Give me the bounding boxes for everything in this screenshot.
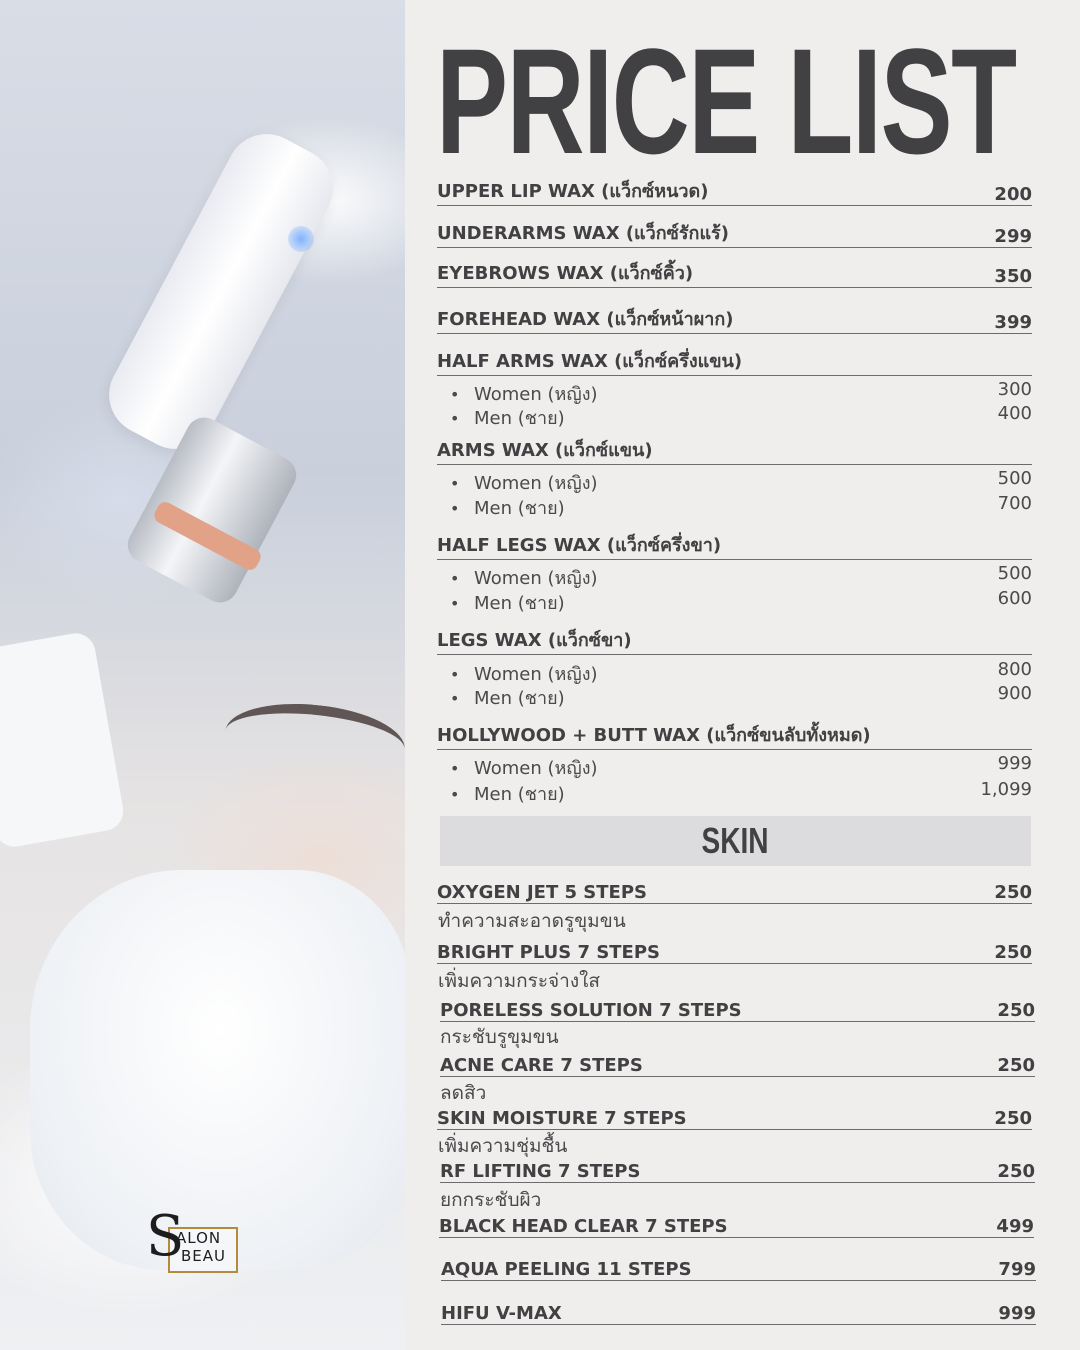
- list-item: [450, 493, 1032, 522]
- option-price: 900: [997, 683, 1032, 704]
- group-header: [437, 526, 1032, 560]
- price-row: [437, 254, 1032, 288]
- service-price: 499: [996, 1216, 1034, 1237]
- option-label: • Men (ชาย): [450, 588, 565, 617]
- option-price: 999: [997, 753, 1032, 774]
- price-row: [437, 1101, 1032, 1130]
- page-title: PRICE LIST: [436, 17, 1016, 185]
- option-price: 500: [997, 563, 1032, 584]
- skin-section-banner: [440, 816, 1031, 866]
- option-label: • Men (ชาย): [450, 683, 565, 712]
- service-name: RF LIFTING 7 STEPS: [440, 1161, 641, 1182]
- logo-text-line1: ALON: [176, 1229, 222, 1247]
- service-price: 250: [994, 882, 1032, 903]
- service-name: BRIGHT PLUS 7 STEPS: [437, 942, 661, 963]
- service-price: 350: [994, 266, 1032, 287]
- service-price: 250: [994, 942, 1032, 963]
- service-name: UPPER LIP WAX (แว็กซ์หนวด): [437, 181, 709, 202]
- service-price: 299: [994, 226, 1032, 247]
- price-row: [440, 1048, 1035, 1077]
- option-price: 500: [997, 468, 1032, 489]
- price-row: [437, 214, 1032, 248]
- option-label: • Men (ชาย): [450, 779, 565, 808]
- group-header: [437, 716, 1032, 750]
- service-name: HIFU V-MAX: [441, 1303, 562, 1324]
- group-name: HALF ARMS WAX (แว็กซ์ครึ่งแขน): [437, 351, 743, 372]
- service-name: OXYGEN JET 5 STEPS: [437, 882, 647, 903]
- service-price: 250: [994, 1108, 1032, 1129]
- section-heading: SKIN: [701, 820, 770, 861]
- cotton-towel: [30, 870, 405, 1270]
- closed-eye: [222, 696, 405, 784]
- service-description: ทำความสะอาดรูขุมขน: [438, 910, 626, 932]
- option-label: • Women (หญิง): [450, 468, 598, 497]
- list-item: [450, 683, 1032, 712]
- service-description: เพิ่มความชุ่มชื้น: [438, 1135, 568, 1157]
- price-row: [437, 934, 1032, 964]
- price-row: [437, 876, 1032, 904]
- price-row: [441, 1252, 1036, 1281]
- group-name: HALF LEGS WAX (แว็กซ์ครึ่งขา): [437, 535, 722, 556]
- price-row: [440, 1154, 1035, 1183]
- option-label: • Women (หญิง): [450, 379, 598, 408]
- group-header: [437, 621, 1032, 655]
- service-description: เพิ่มความกระจ่างใส: [438, 970, 600, 992]
- price-row: [440, 993, 1035, 1022]
- service-price: 250: [997, 1161, 1035, 1182]
- group-name: LEGS WAX (แว็กซ์ขา): [437, 630, 632, 651]
- service-price: 250: [997, 1055, 1035, 1076]
- service-price: 399: [994, 312, 1032, 333]
- service-name: BLACK HEAD CLEAR 7 STEPS: [439, 1216, 728, 1237]
- service-name: UNDERARMS WAX (แว็กซ์รักแร้): [437, 223, 729, 244]
- service-price: 250: [997, 1000, 1035, 1021]
- option-label: • Men (ชาย): [450, 493, 565, 522]
- service-description: ลดสิว: [440, 1082, 487, 1104]
- option-price: 400: [997, 403, 1032, 424]
- option-price: 600: [997, 588, 1032, 609]
- option-price: 300: [997, 379, 1032, 400]
- option-label: • Men (ชาย): [450, 403, 565, 432]
- service-price: 999: [998, 1303, 1036, 1324]
- logo-text-line2: BEAU: [181, 1247, 227, 1265]
- cotton-pad-left: [0, 630, 126, 850]
- list-item: [450, 779, 1032, 808]
- group-name: ARMS WAX (แว็กซ์แขน): [437, 440, 653, 461]
- logo-letter: S: [146, 1204, 185, 1269]
- service-description: กระชับรูขุมขน: [440, 1026, 559, 1048]
- service-name: PORELESS SOLUTION 7 STEPS: [440, 1000, 742, 1021]
- service-name: SKIN MOISTURE 7 STEPS: [437, 1108, 687, 1129]
- group-header: [437, 342, 1032, 376]
- list-item: [450, 403, 1032, 432]
- service-description: ยกกระชับผิว: [440, 1189, 542, 1211]
- device-blue-light: [288, 226, 314, 252]
- facial-treatment-photo: [0, 0, 405, 1350]
- list-item: [450, 753, 1032, 782]
- option-price: 800: [997, 659, 1032, 680]
- option-label: • Women (หญิง): [450, 563, 598, 592]
- list-item: [450, 588, 1032, 617]
- price-row: [437, 300, 1032, 334]
- price-row: [437, 172, 1032, 206]
- service-price: 200: [994, 184, 1032, 205]
- price-row: [439, 1208, 1034, 1238]
- option-label: • Women (หญิง): [450, 659, 598, 688]
- service-price: 799: [998, 1259, 1036, 1280]
- service-name: ACNE CARE 7 STEPS: [440, 1055, 643, 1076]
- option-label: • Women (หญิง): [450, 753, 598, 782]
- service-name: EYEBROWS WAX (แว็กซ์คิ้ว): [437, 263, 694, 284]
- group-header: [437, 431, 1032, 465]
- option-price: 1,099: [980, 779, 1032, 800]
- option-price: 700: [997, 493, 1032, 514]
- group-name: HOLLYWOOD + BUTT WAX (แว็กซ์ขนลับทั้งหมด): [437, 725, 871, 746]
- device-handle: [95, 120, 347, 463]
- salon-beau-logo: [146, 1204, 242, 1277]
- service-name: AQUA PEELING 11 STEPS: [441, 1259, 692, 1280]
- service-name: FOREHEAD WAX (แว็กซ์หน้าผาก): [437, 309, 734, 330]
- device-metal-tip: [121, 411, 302, 609]
- price-row: [441, 1296, 1036, 1325]
